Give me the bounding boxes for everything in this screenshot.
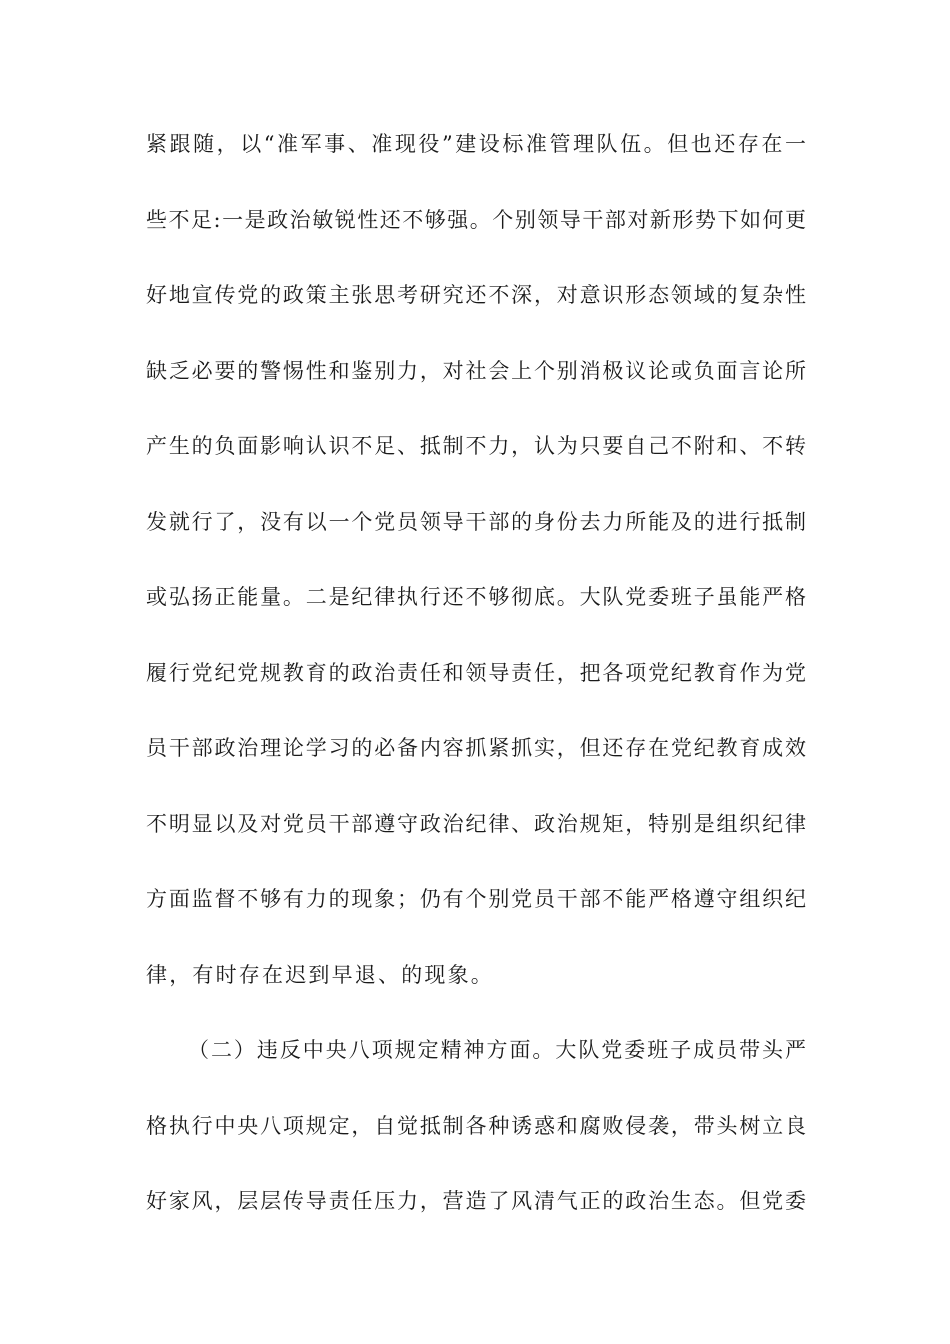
text-line-8: 履行党纪党规教育的政治责任和领导责任，把各项党纪教育作为党 — [146, 660, 806, 685]
text-line-4: 缺乏必要的警惕性和鉴别力，对社会上个别消极议论或负面言论所 — [146, 358, 806, 383]
text-line-11: 方面监督不够有力的现象；仍有个别党员干部不能严格遵守组织纪 — [146, 887, 806, 911]
text-line-2: 些不足:一是政治敏锐性还不够强。个别领导干部对新形势下如何更 — [146, 207, 806, 232]
document-body — [146, 124, 806, 1257]
text-line-14: 格执行中央八项规定，自觉抵制各种诱惑和腐败侵袭，带头树立良 — [146, 1113, 806, 1138]
text-line-7: 或弘扬正能量。二是纪律执行还不够彻底。大队党委班子虽能严格 — [146, 585, 806, 609]
text-line-12: 律，有时存在迟到早退、的现象。 — [146, 962, 494, 987]
section-heading-line: （二）违反中央八项规定精神方面。大队党委班子成员带头严 — [188, 1038, 806, 1062]
text-line-10: 不明显以及对党员干部遵守政治纪律、政治规矩，特别是组织纪律 — [146, 811, 806, 836]
text-line-6: 发就行了，没有以一个党员领导干部的身份去力所能及的进行抵制 — [146, 509, 806, 534]
text-line-3: 好地宣传党的政策主张思考研究还不深，对意识形态领域的复杂性 — [146, 283, 806, 307]
text-line-1: 紧跟随，以“准军事、准现役”建设标准管理队伍。但也还存在一 — [146, 132, 806, 156]
text-line-5: 产生的负面影响认识不足、抵制不力，认为只要自己不附和、不转 — [146, 434, 806, 458]
text-line-15: 好家风，层层传导责任压力，营造了风清气正的政治生态。但党委 — [146, 1189, 806, 1213]
text-line-9: 员干部政治理论学习的必备内容抓紧抓实，但还存在党纪教育成效 — [146, 736, 806, 760]
